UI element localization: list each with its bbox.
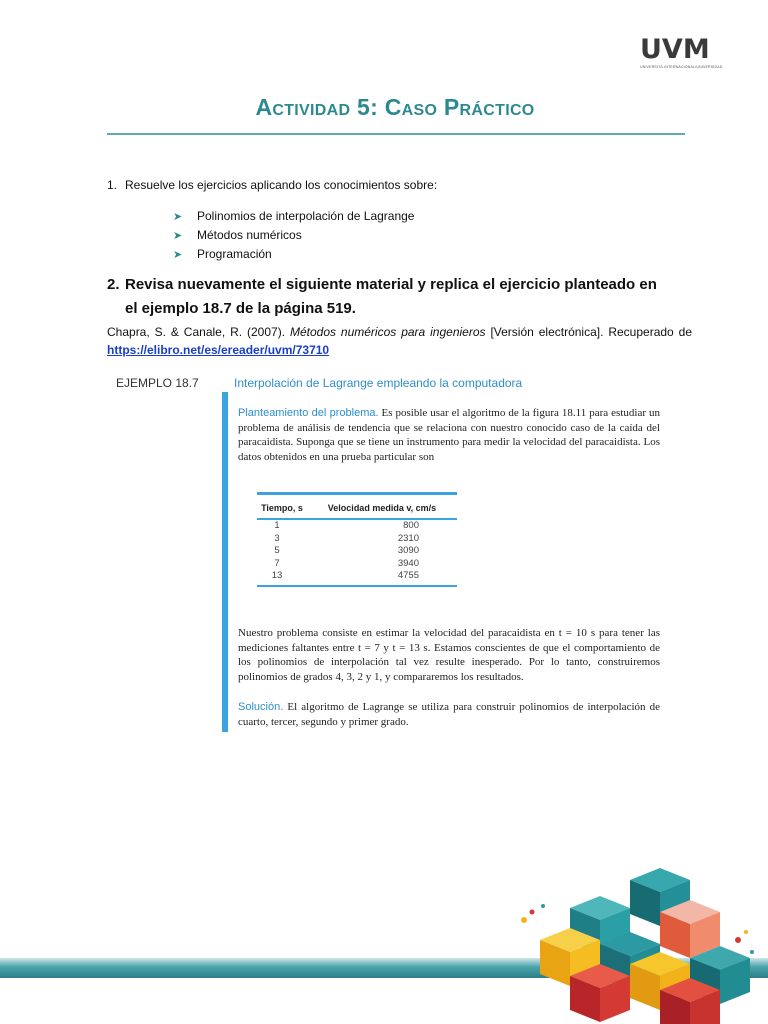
velocity-cell: 3090 xyxy=(397,545,419,556)
table-bottom-rule xyxy=(257,585,457,587)
list-item xyxy=(173,245,414,264)
instruction-1-text: Resuelve los ejercicios aplicando los conocimientos sobre: xyxy=(125,178,438,192)
time-cell: 7 xyxy=(274,557,280,569)
table-header xyxy=(257,503,457,514)
problem-explanation: Nuestro problema consiste en estimar la velocidad del paracaidista en t = 10 s para tener las mediciones faltantes entre t = 7 y t = 13 s. Estamos conscientes de que el comportamiento de los polinomios de interpolación tal vez resulte inesperado. Por lo tanto, construiremos polinomios de grados 4, 3, 2 y 1, y compararemos los resultados. xyxy=(238,627,660,683)
problem-statement xyxy=(238,406,660,464)
table-row xyxy=(257,570,457,583)
solution-text: El algoritmo de Lagrange se utiliza para construir polinomios de interpolación de cuarto, tercer, segundo y primer grado. xyxy=(238,701,660,728)
arrow-bullet-icon: ➤ xyxy=(173,211,183,223)
logo-tagline: UNIVERSITÀ INTERNACIONAL/UNIVERSIDAD xyxy=(640,65,723,69)
decorative-cubes-graphic xyxy=(510,868,768,1024)
list-item xyxy=(173,226,414,245)
decor-dot xyxy=(541,904,545,908)
logo-word: UVM xyxy=(640,34,710,65)
problem-text: Es posible usar el algoritmo de la figura 18.11 para estudiar un problema de análisis de tendencia que se relaciona con nuestro conocido caso de la caída del paracaidista. Suponga que se tiene un instrumento para medir la velocidad del paracaidista. Los datos obtenidos en una prueba particular son xyxy=(238,407,660,463)
time-cell: 1 xyxy=(274,520,280,531)
citation-link[interactable]: https://elibro.net/es/ereader/uvm/73710 xyxy=(107,343,330,357)
instruction-2-line2: el ejemplo 18.7 de la página 519. xyxy=(125,300,356,317)
uvm-logo xyxy=(640,34,723,76)
table-row xyxy=(257,558,457,571)
citation-rest: [Versión electrónica]. Recuperado de xyxy=(485,325,692,339)
decor-dot xyxy=(744,930,748,934)
instruction-1-number: 1. xyxy=(107,178,118,192)
table-body xyxy=(257,520,457,583)
time-cell: 13 xyxy=(271,570,283,581)
arrow-bullet-icon: ➤ xyxy=(173,249,183,261)
table-row xyxy=(257,533,457,546)
citation-authors: Chapra, S. & Canale, R. (2007). xyxy=(107,325,290,339)
instruction-2 xyxy=(107,273,692,321)
velocity-cell: 800 xyxy=(403,520,419,531)
column-header-velocity: Velocidad medida v, cm/s xyxy=(327,503,437,513)
solution xyxy=(238,700,660,729)
column-header-time: Tiempo, s xyxy=(261,503,303,513)
instruction-2-line1: Revisa nuevamente el siguiente material y replica el ejercicio planteado en xyxy=(125,276,657,293)
citation xyxy=(107,323,692,359)
velocity-cell: 3940 xyxy=(397,557,419,569)
page-title: Actividad 5: Caso Práctico xyxy=(255,94,535,120)
decor-dot xyxy=(521,917,527,923)
example-side-bar xyxy=(222,392,228,732)
title-divider xyxy=(107,133,685,135)
list-item-label: Métodos numéricos xyxy=(197,228,302,242)
book-excerpt-image xyxy=(116,372,676,742)
list-item xyxy=(173,207,414,226)
table-row xyxy=(257,520,457,533)
time-cell: 5 xyxy=(274,545,280,556)
decor-dot xyxy=(750,950,754,954)
citation-book-title: Métodos numéricos para ingenieros xyxy=(289,325,486,339)
time-cell: 3 xyxy=(274,532,280,544)
table-row xyxy=(257,545,457,558)
table-top-rule xyxy=(257,492,457,495)
problem-lead: Planteamiento del problema. xyxy=(238,407,379,419)
velocity-cell: 4755 xyxy=(397,570,419,581)
velocity-cell: 2310 xyxy=(397,532,419,544)
decor-dot xyxy=(530,910,535,915)
solution-lead: Solución. xyxy=(238,701,284,713)
arrow-bullet-icon: ➤ xyxy=(173,230,183,242)
example-label: EJEMPLO 18.7 xyxy=(116,376,199,390)
example-title: Interpolación de Lagrange empleando la computadora xyxy=(234,376,523,390)
list-item-label: Polinomios de interpolación de Lagrange xyxy=(197,209,415,223)
topics-list xyxy=(173,207,414,264)
data-table xyxy=(257,492,457,587)
instruction-1 xyxy=(107,178,437,192)
list-item-label: Programación xyxy=(197,247,272,261)
decor-dot xyxy=(735,937,741,943)
instruction-2-number: 2. xyxy=(107,276,120,293)
